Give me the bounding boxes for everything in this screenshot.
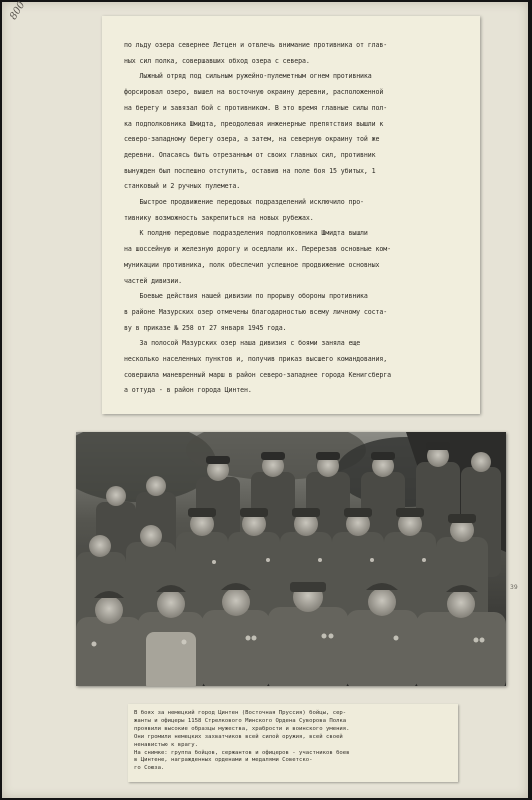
caption-line-3: проявили высокие образцы мужества, храбрости и воинского умения. (134, 725, 350, 732)
paragraph-3: Быстрое продвижение передовых подразделений исключило про- тивнику возможность закрепиться на новых рубежах. (124, 198, 364, 222)
caption-line-6: На снимке: группа бойцов, сержантов и офицеров - участников боев (134, 749, 350, 756)
album-page (2, 2, 528, 798)
caption-text (128, 704, 458, 773)
caption-line-4: Они громили немецких захватчиков всей силой оружия, всей своей (134, 733, 343, 740)
typed-document-sheet (102, 16, 480, 414)
photo-caption-sheet (128, 704, 458, 782)
caption-line-7: в Цинтене, награжденных орденами и медалями Советско- (134, 757, 313, 764)
paragraph-2: Лыжный отряд под сильным ружейно-пулеметным огнем противника форсировал озеро, вышел на восточную окраину деревни, расположенной на берегу и завязал бой с противником. В это время главные силы пол- ка подполковника Шмидта, преодолевая инженерные препятствия вышли к северо-западному берегу озера, а затем, на северную окраину той же деревни. Опасаясь быть отрезанным от своих главных сил, противник вынужден был поспешно отступить, оставив на поле боя 15 убитых, 1 станковый и 2 ручных пулемета. (124, 72, 388, 191)
document-body (102, 16, 480, 399)
paragraph-4: К полдню передовые подразделения подполковника Шмидта вышли на шоссейную и железную дорогу и оседлали их. Перерезав основные ком- муникации противника, полк обеспечил успешное продвижение основных частей дивизии. (124, 229, 392, 285)
folio-number: 800 (8, 0, 28, 22)
paragraph-1: по льду озера севернее Летцен и отвлечь внимание противника от глав- ных сил полка, совершавших обход озера с севера. (124, 41, 388, 65)
caption-line-8: го Союза. (134, 765, 165, 772)
group-photo-image (76, 432, 506, 686)
caption-line-2: жанты и офицеры 1158 Стрелкового Минского Ордена Суворова Полка (134, 717, 347, 724)
caption-line-1: В боях за немецкий город Цинтен (Восточная Пруссия) бойцы, сер- (134, 710, 347, 716)
caption-line-5: ненавистью к врагу. (134, 741, 198, 748)
group-photograph (76, 432, 506, 686)
paragraph-5: Боевые действия нашей дивизии по прорыву обороны противника в районе Мазурских озер отмечены благодарностью всему личному соста- ву в приказе № 258 от 27 января 1945 года. (124, 292, 388, 332)
side-mark: 39 (510, 584, 518, 591)
paragraph-6: За полосой Мазурских озер наша дивизия с боями заняла еще несколько населенных пунктов и, получив приказ высшего командования, совершила маневренный марш в район северо-западнее города Кенигсберга а оттуда - в район города Цинтен. (124, 339, 392, 395)
